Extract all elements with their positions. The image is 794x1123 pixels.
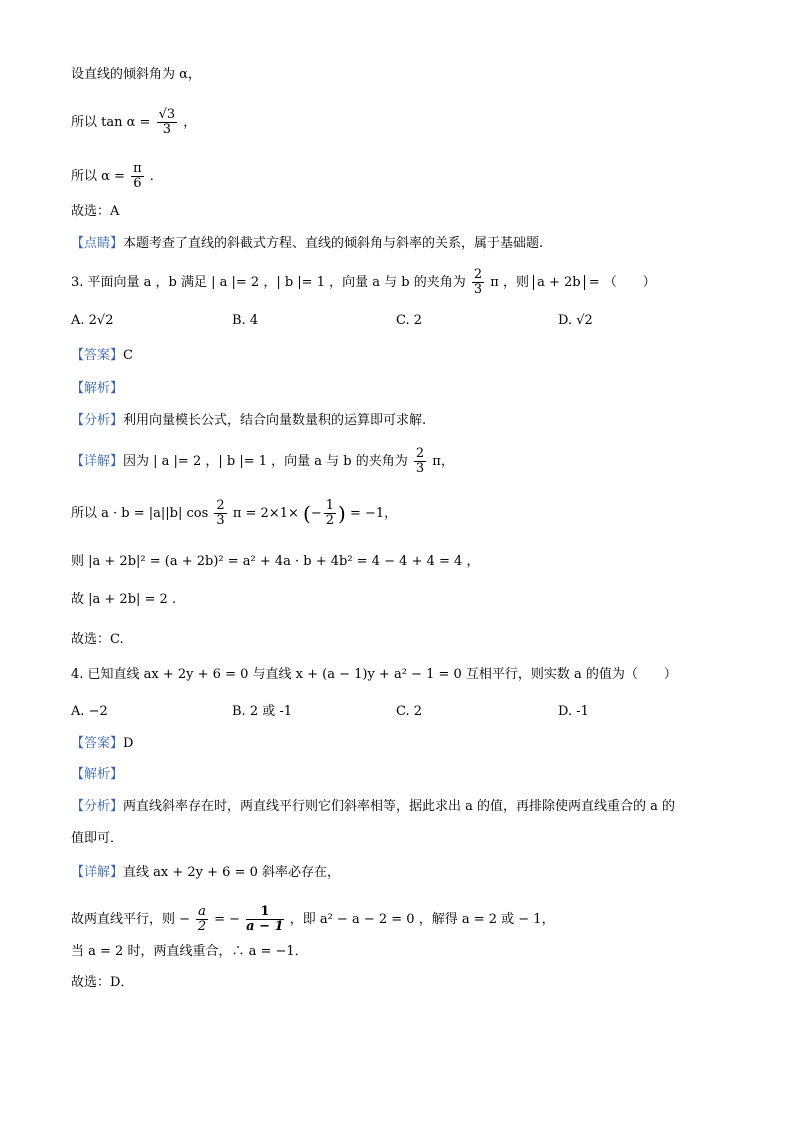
answer: D xyxy=(123,736,134,751)
text: = −1， xyxy=(349,506,398,521)
detail-line xyxy=(71,864,340,882)
section-tag: 【解析】 xyxy=(71,381,124,396)
fraction xyxy=(157,108,178,137)
section-tag: 【详解】 xyxy=(71,865,124,880)
section-tag: 【详解】 xyxy=(71,454,124,469)
numerator: a xyxy=(198,904,206,919)
numerator: √3 xyxy=(158,107,176,122)
question-4: 4. 已知直线 ax + 2y + 6 = 0 与直线 x + (a − 1)y + a² − 1 = 0 互相平行，则实数 a 的值为（ ） xyxy=(71,667,677,682)
denominator: 2 xyxy=(325,513,334,528)
text: 故两直线平行，则 − xyxy=(71,912,191,927)
text: 本题考查了直线的斜截式方程、直线的倾斜角与斜率的关系，属于基础题. xyxy=(123,236,544,251)
math-line xyxy=(71,108,196,137)
numerator: 1 xyxy=(325,498,334,513)
text-line: 故选：D． xyxy=(71,975,134,990)
denominator: 3 xyxy=(473,282,483,297)
option-c: C. 2 xyxy=(396,704,423,719)
text: = − xyxy=(214,912,240,927)
numerator: 2 xyxy=(415,446,425,461)
text: π ，则 xyxy=(490,275,529,290)
text: ， xyxy=(183,115,197,130)
text-line: 故选：A xyxy=(71,204,120,219)
math-line xyxy=(71,162,154,191)
analysis-line xyxy=(71,412,426,430)
denominator: 3 xyxy=(415,461,425,476)
math-line xyxy=(71,905,555,934)
numerator: 1 xyxy=(246,905,283,920)
text: 所以 α = xyxy=(71,169,125,184)
answer-line xyxy=(71,735,133,753)
fraction xyxy=(131,162,144,191)
fraction xyxy=(196,905,208,934)
text: 所以 a · b = |a||b| cos xyxy=(71,506,209,521)
abs-expression: a + 2b xyxy=(533,275,585,290)
math-line: 故 |a + 2b| = 2 . xyxy=(71,592,177,607)
option-c: C. 2 xyxy=(396,313,423,328)
detail-line xyxy=(71,447,454,476)
denominator: 2 xyxy=(197,919,207,934)
text: ，即 a² − a − 2 = 0 ，解得 a = 2 或 − 1， xyxy=(289,912,555,927)
text-line: 故选：C. xyxy=(71,632,124,647)
math-line: 则 |a + 2b|² = (a + 2b)² = a² + 4a · b + 4b² = 4 − 4 + 4 = 4 ， xyxy=(71,554,480,569)
answer: C xyxy=(123,348,133,363)
text-line: 设直线的倾斜角为 α， xyxy=(71,67,201,82)
option-a: A. −2 xyxy=(71,704,108,719)
denominator: 6 xyxy=(133,176,142,191)
note-line xyxy=(71,235,543,253)
answer-line xyxy=(71,347,133,365)
option-b: B. 2 或 -1 xyxy=(232,704,293,719)
text: 两直线斜率存在时，两直线平行则它们斜率相等，据此求出 a 的值，再排除使两直线重合的 a 的 xyxy=(123,799,676,814)
numerator: π xyxy=(133,161,142,176)
option-a: A. 2√2 xyxy=(71,313,114,328)
option-d: D. -1 xyxy=(558,704,589,719)
paren: ) xyxy=(338,501,346,526)
section-tag: 【答案】 xyxy=(71,736,124,751)
numerator: 2 xyxy=(473,267,483,282)
text: = （ ） xyxy=(588,275,656,290)
denominator: 3 xyxy=(216,513,225,528)
text: 直线 ax + 2y + 6 = 0 斜率必存在， xyxy=(123,865,340,880)
denominator: a − 1 xyxy=(246,919,284,934)
text: π = 2×1× xyxy=(232,506,299,521)
section-tag: 【分析】 xyxy=(71,799,124,814)
section-tag: 【分析】 xyxy=(71,413,124,428)
fraction xyxy=(414,447,426,476)
math-line: 当 a = 2 时，两直线重合，∴ a = −1． xyxy=(71,944,308,959)
option-b: B. 4 xyxy=(232,313,259,328)
text: 利用向量模长公式，结合向量数量积的运算即可求解. xyxy=(123,413,427,428)
text: π， xyxy=(432,454,454,469)
text-line: 值即可． xyxy=(71,831,124,846)
numerator: 2 xyxy=(216,498,225,513)
math-line: 所以 a · b = |a||b| cos $\frac{2}{3}$ π = 2×1× (− $\frac{1}{2}$ ) = −1， xyxy=(71,498,398,528)
analysis-line xyxy=(71,798,675,816)
text: 因为 | a |= 2 ，| b |= 1 ，向量 a 与 b 的夹角为 xyxy=(123,454,408,469)
paren: ( xyxy=(303,501,311,526)
fraction xyxy=(246,905,283,934)
section-tag: 【解析】 xyxy=(71,767,124,782)
text: 所以 tan α = xyxy=(71,115,151,130)
question-text: 3. 平面向量 a ，b 满足 | a |= 2 ，| b |= 1 ，向量 a 与 b 的夹角为 xyxy=(71,275,466,290)
denominator: 3 xyxy=(162,122,171,137)
option-d: D. √2 xyxy=(558,313,593,328)
fraction xyxy=(214,499,226,528)
question-3 xyxy=(71,268,656,297)
text: . xyxy=(149,169,154,184)
section-tag: 【答案】 xyxy=(71,348,124,363)
fraction xyxy=(472,268,484,297)
section-tag: 【点睛】 xyxy=(71,236,124,251)
fraction xyxy=(324,499,336,528)
